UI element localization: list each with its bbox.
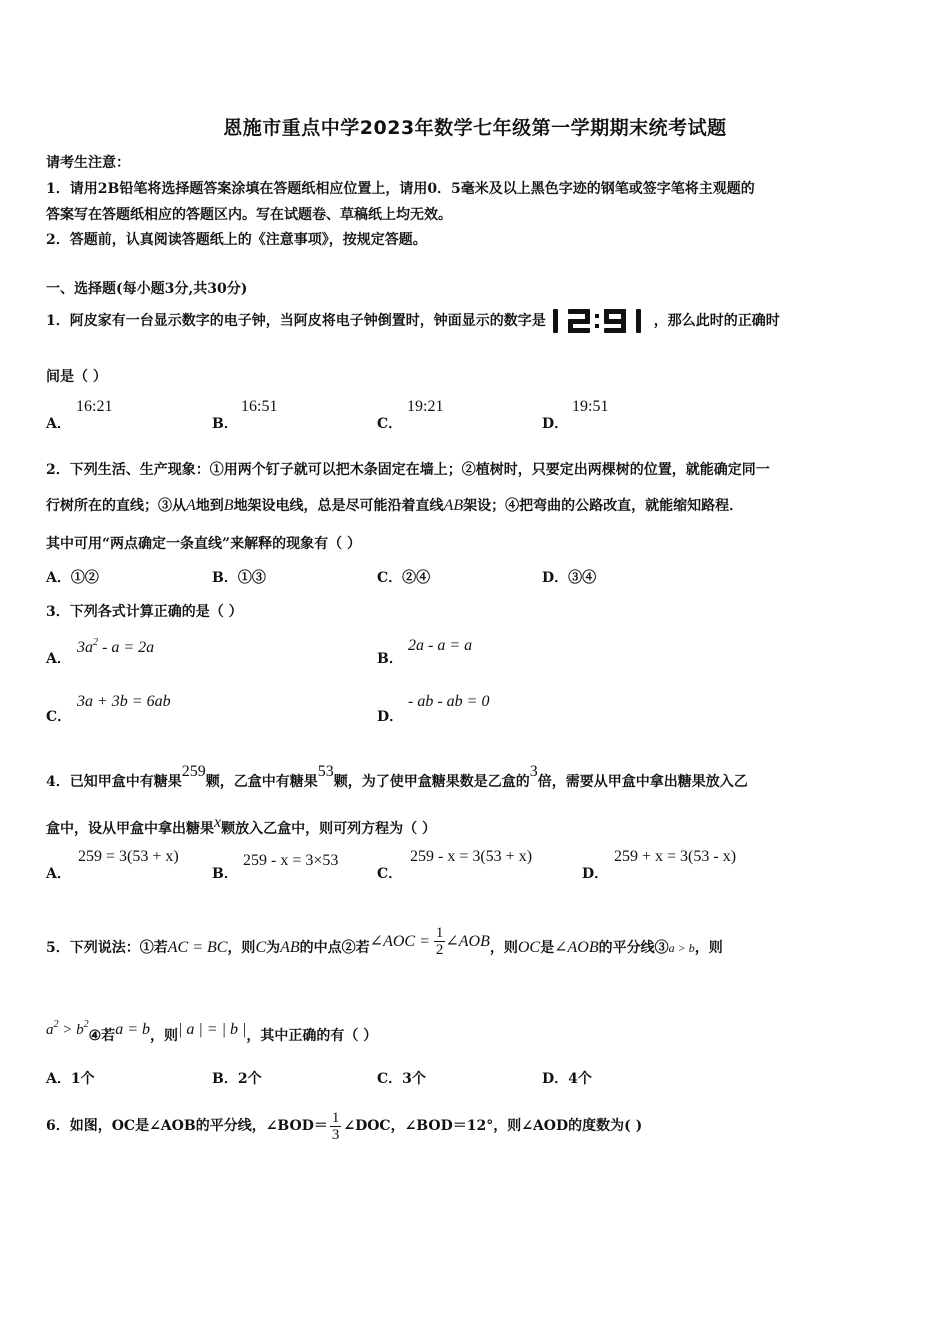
q1-option-b-value[interactable]: 16:51 [241, 398, 278, 415]
question-3-stem: 3．下列各式计算正确的是（ ） [46, 604, 243, 620]
question-5-text-a: 5．下列说法：①若AC = BC，则C为AB的中点②若∠AOC = $\frac{1}{2}$ ∠AOB，则OC是∠AOB的平分线③a > b，则 [46, 925, 723, 958]
q3-option-a-label[interactable]: A． [46, 651, 71, 667]
q5-option-b[interactable]: B．2个 [212, 1071, 262, 1087]
q2-option-b[interactable]: B．①③ [212, 570, 266, 586]
q5-option-a[interactable]: A．1个 [46, 1071, 95, 1087]
q1-option-d-label[interactable]: D． [542, 416, 569, 432]
q4-n1: 259 [181, 763, 206, 780]
q3-option-c-value[interactable]: 3a + 3b = 6ab [77, 693, 171, 710]
q4-option-c-value[interactable]: 259 - x = 3(53 + x) [410, 848, 533, 865]
q5-angle-aoc: ∠AOC = [369, 933, 434, 950]
question-4-text-b [46, 806, 436, 846]
q3-option-d-value[interactable]: - ab - ab = 0 [408, 693, 490, 710]
q4-a3: 颗，为了使甲盒糖果数是乙盒的 [333, 774, 530, 790]
question-5-text-b: $a^2$ > $b^2④$若a = b，则| a | = | b |，其中正确的有（ ） [46, 1019, 378, 1044]
question-4-text-a [46, 752, 748, 802]
q1-option-c-label[interactable]: C． [377, 416, 403, 432]
q2-b3: 地架设电线，总是尽可能沿着直线 [233, 498, 444, 514]
point-b: B [223, 497, 234, 514]
section-heading: 一、选择题(每小题3分,共30分) [46, 281, 248, 297]
question-1-text-c: 间是（ ） [46, 369, 107, 385]
q5-option-c[interactable]: C．3个 [377, 1071, 426, 1087]
question-1-stem [46, 304, 780, 338]
q5-option-d[interactable]: D．4个 [542, 1071, 592, 1087]
question-2-text-b [46, 495, 743, 515]
q2-b2: 地到 [195, 498, 224, 514]
q4-b2: 颗放入乙盒中，则可列方程为（ ） [221, 821, 436, 837]
q4-a2: 颗，乙盒中有糖果 [205, 774, 318, 790]
q3-option-a-value[interactable]: $3a^2 - a = 2a$ [77, 637, 155, 656]
q4-option-a-value[interactable]: 259 = 3(53 + x) [78, 848, 179, 865]
q3-option-c-label[interactable]: C． [46, 709, 72, 725]
q4-n2: 53 [317, 763, 334, 780]
q2-option-d[interactable]: D．③④ [542, 570, 597, 586]
q4-option-c-label[interactable]: C． [377, 866, 403, 882]
q4-b1: 盒中，设从甲盒中拿出糖果 [46, 821, 214, 837]
q4-a4: 倍，需要从甲盒中拿出糖果放入乙 [537, 774, 748, 790]
q4-n3: 3 [529, 763, 538, 780]
q3-option-b-value[interactable]: 2a - a = a [408, 637, 473, 654]
notice-item-2: 2．答题前，认真阅读答题纸上的《注意事项》，按规定答题。 [46, 232, 427, 248]
q4-option-a-label[interactable]: A． [46, 866, 71, 882]
point-a: A [186, 497, 196, 514]
question-2-text-c: 其中可用“两点确定一条直线”来解释的现象有（ ） [46, 536, 361, 552]
notice-heading: 请考生注意： [46, 155, 130, 171]
q2-b4: 架设；④把弯曲的公路改直，就能缩知路程． [463, 498, 744, 514]
line-ab: AB [443, 497, 464, 514]
question-6-stem: 6．如图，OC是∠AOB的平分线，∠BOD＝ $\frac{1}{3}$ ∠DOC，∠BOD＝12°，则∠AOD的度数为( ) [46, 1109, 643, 1143]
q4-x: x [214, 814, 222, 831]
q2-b1: 行树所在的直线；③从 [46, 498, 186, 514]
clock-readout: 12:91 [549, 306, 553, 307]
q3-option-d-label[interactable]: D． [377, 709, 404, 725]
question-2-text-a: 2．下列生活、生产现象：①用两个钉子就可以把木条固定在墙上；②植树时，只要定出两棵树的位置，就能确定同一 [46, 462, 770, 478]
q1-option-b-label[interactable]: B． [212, 416, 238, 432]
q4-option-d-label[interactable]: D． [582, 866, 609, 882]
page-title: 恩施市重点中学2023年数学七年级第一学期期末统考试题 [223, 117, 727, 139]
q1-option-d-value[interactable]: 19:51 [572, 398, 609, 415]
question-1-text-b: ，那么此时的正确时 [653, 313, 780, 329]
q2-option-c[interactable]: C．②④ [377, 570, 431, 586]
q5-ac-bc: AC = BC [167, 939, 228, 956]
q3-option-b-label[interactable]: B． [377, 651, 403, 667]
q4-a1: 4．已知甲盒中有糖果 [46, 774, 182, 790]
q5-fraction: $\frac{1}{2}$ [435, 925, 444, 958]
q1-option-c-value[interactable]: 19:21 [407, 398, 444, 415]
q4-option-d-value[interactable]: 259 + x = 3(53 - x) [614, 848, 737, 865]
question-1-text-a: 1．阿皮家有一台显示数字的电子钟，当阿皮将电子钟倒置时，钟面显示的数字是 [46, 313, 546, 329]
q1-option-a-value[interactable]: 16:21 [76, 398, 113, 415]
q6-fraction: $\frac{1}{3}$ [331, 1109, 340, 1143]
q2-option-a[interactable]: A．①② [46, 570, 99, 586]
notice-item-1a: 1．请用2B铅笔将选择题答案涂填在答题纸相应位置上，请用0．5毫米及以上黑色字迹的钢笔或签字笔将主观题的 [46, 181, 755, 197]
upside-down-clock-icon [550, 306, 650, 336]
q1-option-a-label[interactable]: A． [46, 416, 71, 432]
notice-item-1b: 答案写在答题纸相应的答题区内。写在试题卷、草稿纸上均无效。 [46, 207, 452, 223]
q4-option-b-label[interactable]: B． [212, 866, 238, 882]
q4-option-b-value[interactable]: 259 - x = 3×53 [243, 852, 339, 869]
